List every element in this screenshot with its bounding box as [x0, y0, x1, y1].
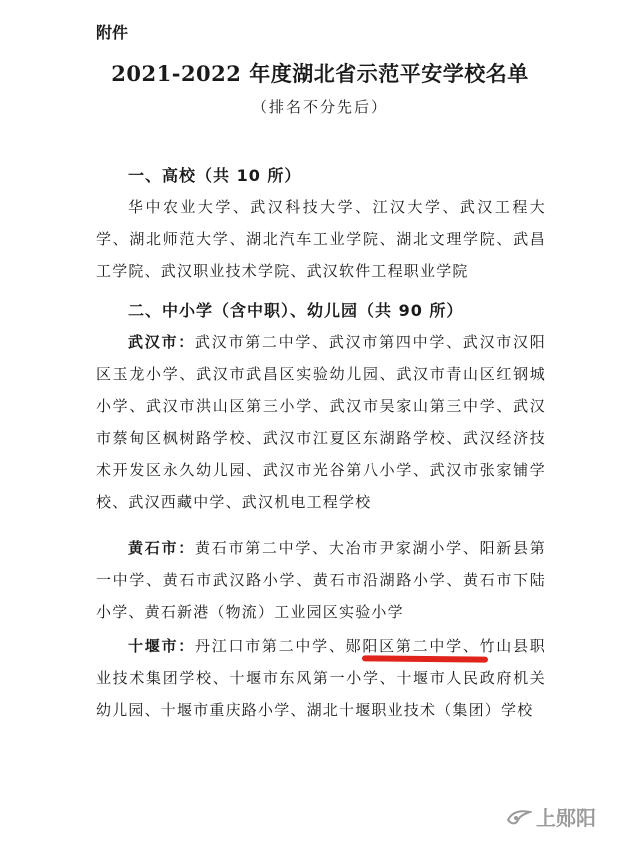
city-school-list: 丹江口市第二中学、郧阳区第二中学、竹山县职业技术集团学校、十堰市东风第一小学、十堰市人民政府机关幼儿园、十堰市重庆路小学、湖北十堰职业技术（集团）学校: [96, 637, 546, 719]
city-school-list: 黄石市第二中学、大冶市尹家湖小学、阳新县第一中学、黄石市武汉路小学、黄石市沿湖路小学、黄石市下陆小学、黄石新港（物流）工业园区实验小学: [96, 539, 546, 621]
city-paragraph-wuhan: [96, 326, 546, 518]
city-name: 武汉市：: [128, 333, 195, 351]
page-title: 2021-2022 年度湖北省示范平安学校名单: [111, 61, 529, 86]
watermark: [506, 802, 596, 831]
watermark-text: 上郧阳: [536, 806, 596, 830]
city-name: 黄石市：: [128, 539, 195, 557]
attachment-label: 附件: [96, 23, 129, 42]
university-list: 华中农业大学、武汉科技大学、江汉大学、武汉工程大学、湖北师范大学、湖北汽车工业学院、湖北文理学院、武昌工学院、武汉职业技术学院、武汉软件工程职业学院: [96, 198, 546, 280]
city-paragraph-huangshi: [96, 532, 546, 628]
section-heading-schools: 二、中小学（含中职）、幼儿园（共 90 所）: [128, 301, 464, 320]
red-underline-highlight: [362, 655, 488, 662]
section-heading-universities: 一、高校（共 10 所）: [128, 166, 302, 185]
bird-logo-icon: [506, 806, 532, 828]
city-school-list: 武汉市第二中学、武汉市第四中学、武汉市汉阳区玉龙小学、武汉市武昌区实验幼儿园、武汉市青山区红钢城小学、武汉市洪山区第三小学、武汉市吴家山第三中学、武汉市蔡甸区枫树路学校、武汉市江夏区东湖路学校、武汉经济技术开发区永久幼儿园、武汉市光谷第八小学、武汉市张家铺学校、武汉西藏中学、武汉机电工程学校: [96, 333, 546, 511]
page-subtitle: （排名不分先后）: [251, 98, 388, 116]
city-name: 十堰市：: [128, 637, 195, 655]
city-paragraph-shiyan: [96, 630, 546, 726]
